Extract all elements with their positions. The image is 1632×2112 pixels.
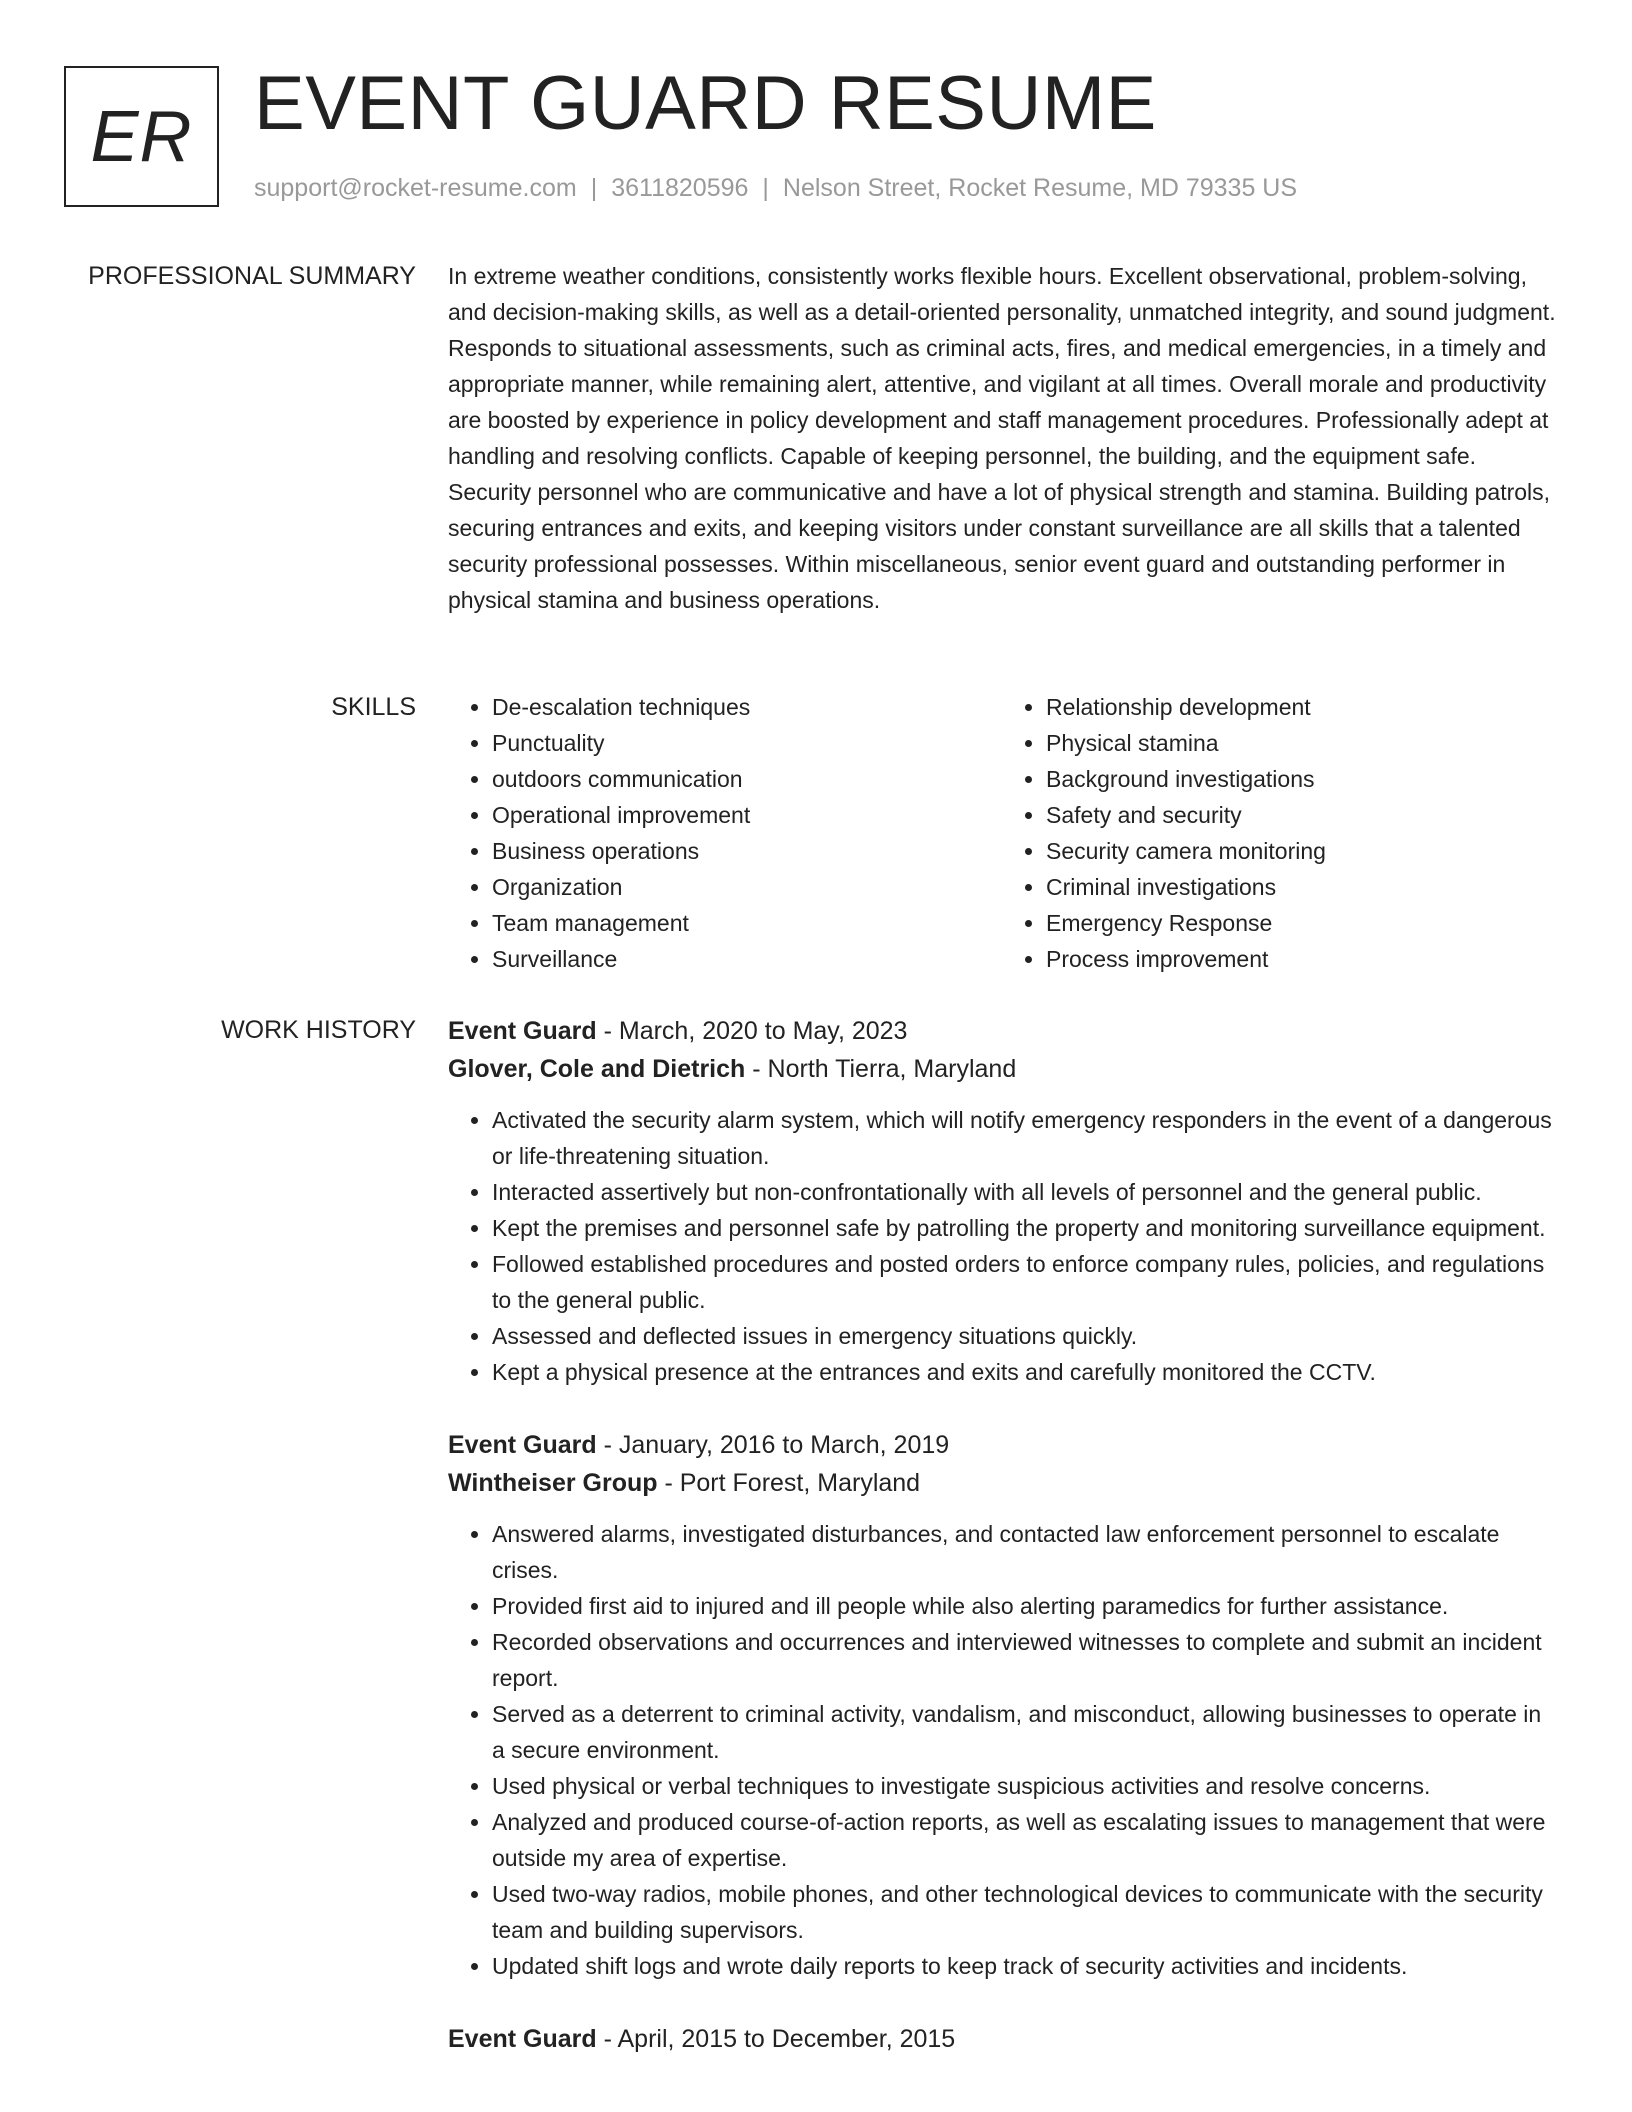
job-dates: - April, 2015 to December, 2015: [596, 2025, 956, 2053]
work-history-heading: WORK HISTORY: [221, 1016, 416, 1044]
contact-email: support@rocket-resume.com: [254, 174, 577, 202]
skill-item: • Background investigations: [1046, 761, 1556, 797]
skill-item: • Criminal investigations: [1046, 869, 1556, 905]
resume-title: EVENT GUARD RESUME: [254, 61, 1157, 146]
job-company: Wintheiser Group: [448, 1469, 658, 1497]
duty-item: • Followed established procedures and posted orders to enforce company rules, policies, and regulations to the general public.: [492, 1246, 1556, 1318]
job-dates: - March, 2020 to May, 2023: [596, 1017, 908, 1045]
skill-item: • Security camera monitoring: [1046, 833, 1556, 869]
skill-item: • Organization: [492, 869, 1002, 905]
duty-item: • Provided first aid to injured and ill people while also alerting paramedics for further assistance.: [492, 1588, 1556, 1624]
job-company-line: [448, 1464, 1556, 1502]
skill-item: • Safety and security: [1046, 797, 1556, 833]
job-title-line: [448, 1426, 1556, 1464]
contact-separator: |: [762, 174, 769, 202]
skill-item: • outdoors communication: [492, 761, 1002, 797]
monogram-logo: ER: [64, 66, 219, 207]
duty-item: • Recorded observations and occurrences and interviewed witnesses to complete and submit an incident report.: [492, 1624, 1556, 1696]
job-title: Event Guard: [448, 1431, 597, 1459]
skills-list-left: [448, 689, 1002, 977]
skill-item: • Team management: [492, 905, 1002, 941]
skill-item: • De-escalation techniques: [492, 689, 1002, 725]
skill-item: • Physical stamina: [1046, 725, 1556, 761]
contact-separator: |: [590, 174, 598, 202]
duty-item: • Kept a physical presence at the entrances and exits and carefully monitored the CCTV.: [492, 1354, 1556, 1390]
job-title-line: [448, 1012, 1556, 1050]
skill-item: • Operational improvement: [492, 797, 1002, 833]
skill-item: • Process improvement: [1046, 941, 1556, 977]
work-history-body: [448, 1012, 1556, 2058]
duty-item: • Used physical or verbal techniques to investigate suspicious activities and resolve concerns.: [492, 1768, 1556, 1804]
job-title: Event Guard: [448, 1017, 597, 1045]
duty-item: • Used two-way radios, mobile phones, and other technological devices to communicate with the security team and building supervisors.: [492, 1876, 1556, 1948]
duty-item: • Answered alarms, investigated disturbances, and contacted law enforcement personnel to escalate crises.: [492, 1516, 1556, 1588]
duty-item: • Assessed and deflected issues in emergency situations quickly.: [492, 1318, 1556, 1354]
job-location: - North Tierra, Maryland: [745, 1055, 1017, 1083]
duty-item: • Kept the premises and personnel safe by patrolling the property and monitoring surveillance equipment.: [492, 1210, 1556, 1246]
skills-body: [448, 689, 1556, 977]
contact-phone: 3611820596: [611, 174, 749, 202]
job-dates: - January, 2016 to March, 2019: [596, 1431, 950, 1459]
duty-item: • Activated the security alarm system, which will notify emergency responders in the event of a dangerous or life-threatening situation.: [492, 1102, 1556, 1174]
contact-address: Nelson Street, Rocket Resume, MD 79335 US: [782, 174, 1298, 202]
skills-heading: SKILLS: [331, 693, 416, 721]
job-entry: [448, 1426, 1556, 1984]
job-duties-list: [448, 1516, 1556, 1984]
duty-item: • Interacted assertively but non-confrontationally with all levels of personnel and the general public.: [492, 1174, 1556, 1210]
job-entry: [448, 1012, 1556, 1390]
duty-item: • Served as a deterrent to criminal activity, vandalism, and misconduct, allowing businesses to operate in a secure environment.: [492, 1696, 1556, 1768]
job-company: Glover, Cole and Dietrich: [448, 1055, 746, 1083]
duty-item: • Updated shift logs and wrote daily reports to keep track of security activities and incidents.: [492, 1948, 1556, 1984]
skills-columns: [448, 689, 1556, 977]
summary-body: [448, 258, 1556, 618]
job-company-line: [448, 1050, 1556, 1088]
skill-item: • Punctuality: [492, 725, 1002, 761]
resume-header: [64, 61, 1564, 211]
duty-item: • Analyzed and produced course-of-action reports, as well as escalating issues to management that were outside my area of expertise.: [492, 1804, 1556, 1876]
summary-text: In extreme weather conditions, consistently works flexible hours. Excellent observational, problem-solving, and decision-making skills, as well as a detail-oriented personality, unmatched integrity, and sound judgment. Responds to situational assessments, such as criminal acts, fires, and medical emergencies, in a timely and appropriate manner, while remaining alert, attentive, and vigilant at all times. Overall morale and productivity are boosted by experience in policy development and staff management procedures. Professionally adept at handling and resolving conflicts. Capable of keeping personnel, the building, and the equipment safe. Security personnel who are communicative and have a lot of physical strength and stamina. Building patrols, securing entrances and exits, and keeping visitors under constant surveillance are all skills that a talented security professional possesses. Within miscellaneous, senior event guard and outstanding performer in physical stamina and business operations.: [448, 263, 1556, 613]
summary-heading: PROFESSIONAL SUMMARY: [88, 262, 416, 290]
skill-item: • Business operations: [492, 833, 1002, 869]
skills-list-right: [1002, 689, 1556, 977]
job-title: Event Guard: [448, 2025, 597, 2053]
skill-item: • Relationship development: [1046, 689, 1556, 725]
contact-line: [254, 172, 1297, 205]
skill-item: • Surveillance: [492, 941, 1002, 977]
skill-item: • Emergency Response: [1046, 905, 1556, 941]
job-title-line: [448, 2020, 1556, 2058]
job-location: - Port Forest, Maryland: [657, 1469, 921, 1497]
job-duties-list: [448, 1102, 1556, 1390]
